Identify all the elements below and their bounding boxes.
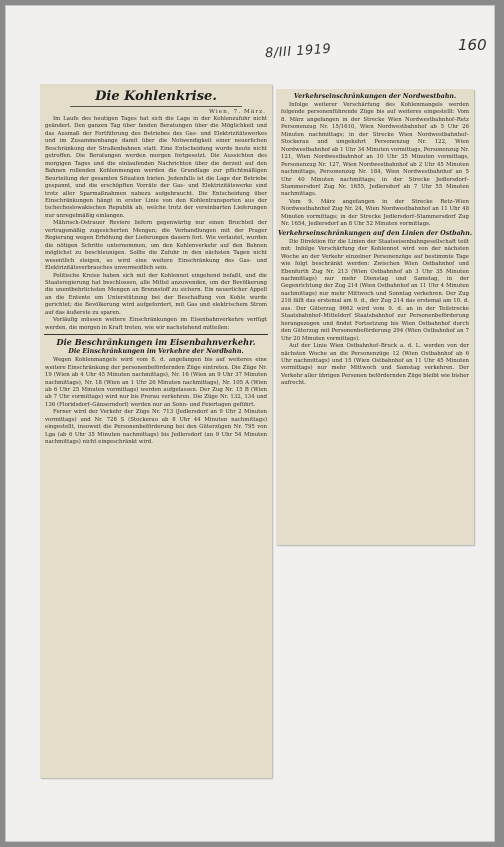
section-body: [276, 239, 474, 388]
section-title: Die Beschränkungen im Eisenbahnverkehr.: [56, 337, 256, 348]
section-rule: [44, 334, 268, 335]
clipping-nordwestbahn: [276, 89, 474, 545]
article-title: Verkehrseinschränkungen der Nordwestbahn.: [293, 93, 457, 100]
section-body: [40, 357, 272, 446]
paragraph: Wegen Kohlenmangels wird vom 8. d. angefangen bis auf weiteres eine weitere Einschränkung der personenbefördernden Züge eintreten. Die Züge Nr. 19 (Wien ab 4 Uhr 45 Minuten nachmittags), Nr. 16 (Wien an 9 Uhr 37 Minuten nachmittags), Nr. 18 (Wien an 1 Uhr 26 Minuten nachmittags), Nr. 105 A (Wien ab 6 Uhr 25 Minuten vormittags) werden aufgelassen. Der Zug Nr. 15 B (Wien ab 7 Uhr vormittags) wird nur bis Prerau verkehren. Die Züge Nr. 132, 134 und 136 (Floridsdorf–Gänserndorf) werden nur an Sonn- und Feiertagen geführt.: [45, 357, 267, 408]
article-body: [276, 102, 474, 229]
article-title: Die Kohlenkrise.: [95, 89, 217, 104]
paragraph: Infolge weiterer Verschärfung des Kohlenmangels werden folgende personenführende Züge bis auf weiteres eingestellt: Vom 8. März angefangen in der Strecke Wien Nordwestbahnhof–Retz Personenzug Nr. 15/1610, Wien Nordwestbahnhof ab 5 Uhr 26 Minuten nachmittags; in der Strecke Wien Nordwestbahnhof–Stockerau und umgekehrt Personenzug Nr. 122, Wien Nordwestbahnhof ab 1 Uhr 34 Minuten vormittags, Personenzug Nr. 121, Wien Nordwestbahnhof an 10 Uhr 35 Minuten vormittags, Personenzug Nr. 127, Wien Nordwestbahnhof ab 2 Uhr 45 Minuten nachmittags, Personenzug Nr. 184, Wien Nordwestbahnhof an 5 Uhr 40 Minuten nachmittags; in der Strecke Jedlersdorf–Stammersdorf Zug Nr. 1655, Jedlersdorf ab 7 Uhr 55 Minuten nachmittags.: [281, 102, 469, 198]
title-rule: [70, 106, 242, 107]
paragraph: Vorläufig müssen weitere Einschränkungen im Eisenbahnverkehre verfügt werden, die morgen in Kraft treten, wie wir nachstehend mitteilen:: [45, 317, 267, 331]
paragraph: Vom 9. März angefangen in der Strecke Retz–Wien Nordwestbahnhof Zug Nr. 24, Wien Nordwestbahnhof an 11 Uhr 48 Minuten vormittags; in der Strecke Jedlersdorf–Stammersdorf Zug Nr. 1654, Jedlersdorf an 8 Uhr 52 Minuten vormittags.: [281, 198, 469, 228]
paragraph: Im Laufe des heutigen Tages hat sich die Lage in der Kohlenzufuhr nicht geändert. Den ganzen Tag über fanden Beratungen über die Möglichkeit und das Ausmaß der Fortführung des Betriebes des Gas- und Elektrizitätswerkes und im Zusammenhange damit über die Notwendigkeit einer neuerlichen Beschränkung der Straßenbahnen statt. Eine Entscheidung wurde heute nicht getroffen. Die Beratungen werden morgen fortgesetzt. Die Aussichten des morgigen Tages und die einlaufenden Nachrichten über die derzeit auf den Bahnen rollenden Kohlenmengen werden die Grundlage zur pflichtmäßigen Beurteilung der gesamten Situation bieten. Jedenfalls ist die Lage der Betriebe gespannt, und die erschöpften Vorräte der Gas- und Elektrizitätswerke sind trotz aller Sparmaßnahmen nahezu aufgebraucht. Die Entscheidung über Einschränkungen hängt in erster Linie von den Kohlentransporten aus der tschechoslowakischen Republik ab, welche trotz der vereinbarten Lieferungen nur unregelmäßig einlangen.: [45, 116, 267, 219]
scan-page: [6, 6, 494, 841]
paragraph: Mährisch-Ostrauer Reviere liefern gegenwärtig nur einen Bruchteil der vertragsmäßig zugesicherten Mengen; die Verhandlungen mit der Prager Regierung wegen Erhöhung der Lieferungen dauern fort. Wie verlautet, wurden die nötigen Schritte unternommen, um den Kohlenverkehr auf den Bahnen möglichst zu beschleunigen. Sollte die Zufuhr in den nächsten Tagen nicht wesentlich steigen, so wird eine weitere Einschränkung des Gas- und Elektrizitätsverbrauches unvermeidlich sein.: [45, 220, 267, 272]
handwritten-date: 8/III 1919: [264, 41, 332, 62]
paragraph: Die Direktion für die Linien der Staatseisenbahngesellschaft teilt mit: Infolge Verschärfung der Kohlennot wird von der nächsten Woche an der Verkehr einzelner Personenzüge auf bestimmte Tage wie folgt beschränkt werden: Zwischen Wien Ostbahnhof und Ebenfurth Zug Nr. 213 (Wien Ostbahnhof ab 3 Uhr 35 Minuten nachmittags) nur mehr Dienstag und Samstag, in der Gegenrichtung der Zug 214 (Wien Ostbahnhof an 11 Uhr 4 Minuten nachmittags) nur mehr Mittwoch und Sonntag verkehren. Der Zug 218 fällt das erstemal am 9. d., der Zug 214 das erstemal am 10. d. aus. Der Güterzug 9662 wird vom 9. d. an in der Teilstrecke Staatsbahnhof–Mitteldorf Staatsbahnhof zur Personenbeförderung herangezogen und findet Fortsetzung bis Wien Ostbahnhof durch den Güterzug mit Personenbeförderung 294 (Wien Ostbahnhof an 7 Uhr 20 Minuten vormittags).: [281, 238, 469, 342]
section-subtitle: Verkehrseinschränkungen auf den Linien der Ostbahn.: [277, 229, 473, 237]
article-body: [40, 116, 272, 332]
handwritten-number: 160: [458, 36, 487, 54]
section-subtitle: Die Einschränkungen im Verkehre der Nordbahn.: [68, 348, 244, 356]
clipping-kohlenkrise: [40, 84, 272, 778]
paragraph: Auf der Linie Wien Ostbahnhof–Bruck a. d. L. werden von der nächsten Woche an die Personenzüge 12 (Wien Ostbahnhof ab 6 Uhr nachmittags) und 15 (Wien Ostbahnhof an 11 Uhr 45 Minuten vormittags) nur mehr Mittwoch und Samstag verkehren. Der Verkehr aller übrigen Personen befördernden Züge bleibt wie bisher aufrecht.: [281, 343, 469, 387]
dateline: Wien, 7. März.: [209, 109, 266, 115]
paragraph: Politische Kreise haben sich mit der Kohlennot eingehend befaßt, und die Staatsregierung hat beschlossen, alle Mittel anzuwenden, um der Bevölkerung die unentbehrlichsten Mengen an Brennstoff zu sichern. Ein neuerlicher Appell an die Entente um Unterstützung bei der Beschaffung von Kohle wurde gerichtet; die Bevölkerung wird aufgefordert, mit Gas und elektrischem Strom auf das äußerste zu sparen.: [45, 272, 267, 316]
paragraph: Ferner wird der Verkehr der Züge Nr. 713 (Jedlersdorf an 9 Uhr 2 Minuten vormittags) und Nr. 728 S (Stockerau ab 8 Uhr 44 Minuten nachmittags) eingestellt, insoweit die Personenbeförderung bei den Güterzügen Nr. 795 von Lga (ab 6 Uhr 35 Minuten nachmittags) bis Jedlersdorf (an 9 Uhr 54 Minuten nachmittags) nicht eingeschränkt wird.: [45, 409, 267, 446]
